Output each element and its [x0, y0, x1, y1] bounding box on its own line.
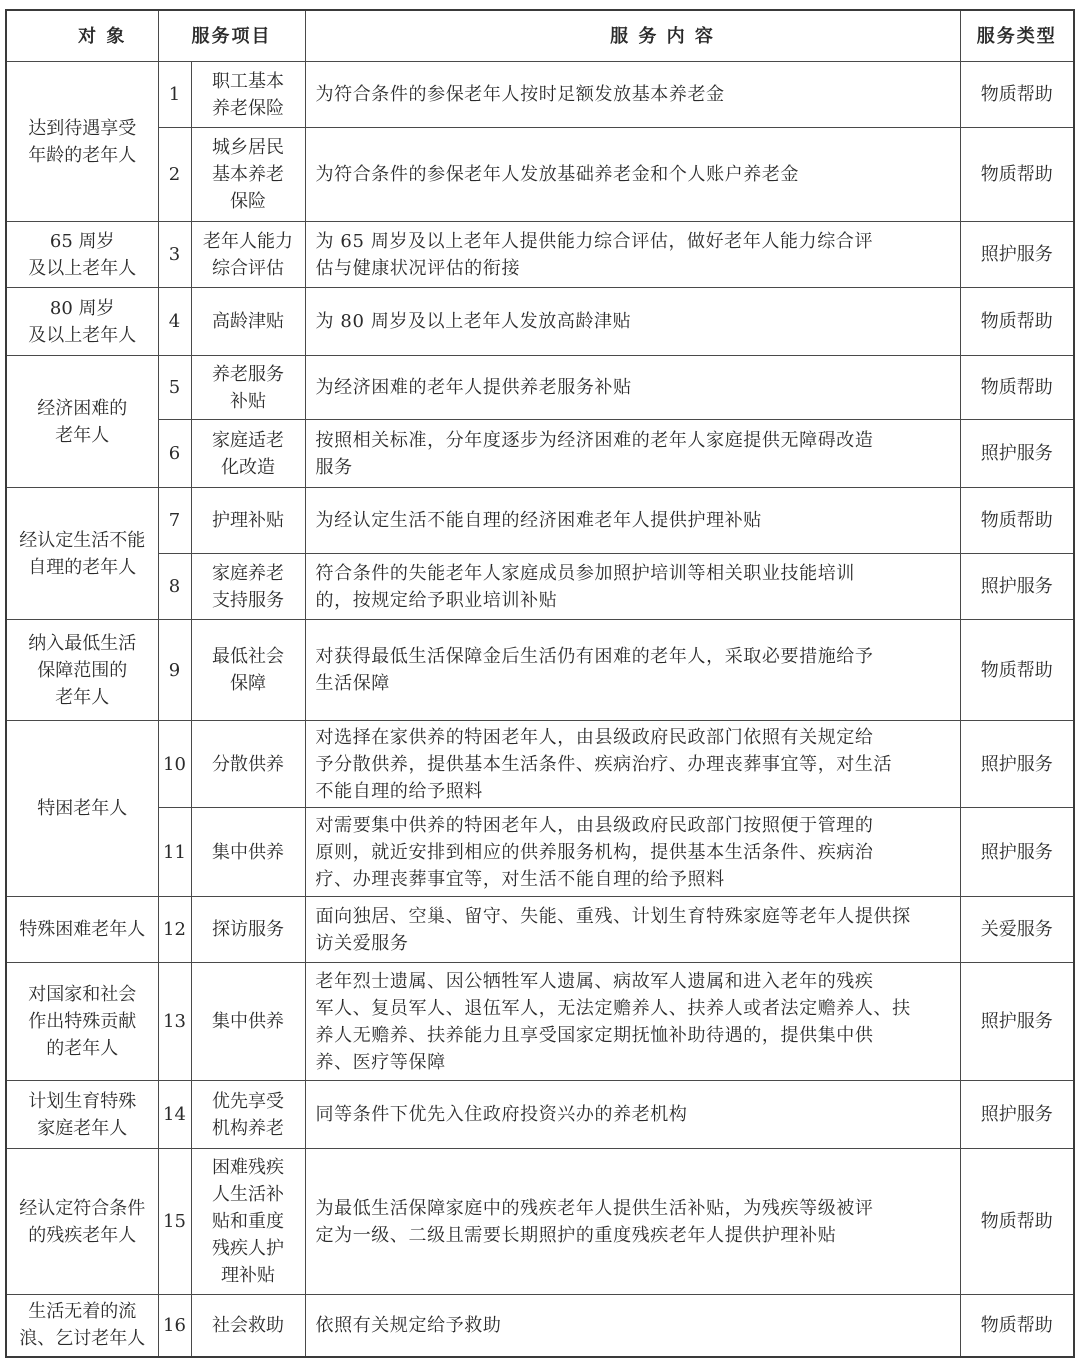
service-type: 照护服务 — [960, 808, 1074, 897]
row-number: 7 — [158, 488, 191, 554]
table-row — [6, 721, 1074, 808]
table-row — [6, 128, 1074, 222]
service-content: 为 80 周岁及以上老年人发放高龄津贴 — [305, 288, 960, 356]
service-type: 照护服务 — [960, 963, 1074, 1081]
table-row — [6, 808, 1074, 897]
row-number: 14 — [158, 1081, 191, 1149]
service-item: 优先享受 机构养老 — [191, 1081, 305, 1149]
service-content: 为符合条件的参保老年人发放基础养老金和个人账户养老金 — [305, 128, 960, 222]
table-row — [6, 356, 1074, 420]
header-type: 服务类型 — [960, 10, 1074, 62]
row-number: 16 — [158, 1295, 191, 1357]
table-row — [6, 554, 1074, 620]
service-content: 为符合条件的参保老年人按时足额发放基本养老金 — [305, 62, 960, 128]
service-content: 为最低生活保障家庭中的残疾老年人提供生活补贴，为残疾等级被评 定为一级、二级且需要长期照护的重度残疾老年人提供护理补贴 — [305, 1149, 960, 1295]
service-type: 照护服务 — [960, 420, 1074, 488]
service-type: 照护服务 — [960, 222, 1074, 288]
service-content: 对获得最低生活保障金后生活仍有困难的老年人，采取必要措施给予 生活保障 — [305, 620, 960, 721]
table-row — [6, 963, 1074, 1081]
service-item: 城乡居民 基本养老 保险 — [191, 128, 305, 222]
row-number: 11 — [158, 808, 191, 897]
service-item: 集中供养 — [191, 808, 305, 897]
service-type: 照护服务 — [960, 554, 1074, 620]
table-row — [6, 1081, 1074, 1149]
service-item: 老年人能力 综合评估 — [191, 222, 305, 288]
table-row — [6, 1295, 1074, 1357]
target-cell: 纳入最低生活 保障范围的 老年人 — [6, 620, 158, 721]
target-cell: 特困老年人 — [6, 721, 158, 897]
target-cell: 计划生育特殊 家庭老年人 — [6, 1081, 158, 1149]
table-row — [6, 1149, 1074, 1295]
target-cell: 经济困难的 老年人 — [6, 356, 158, 488]
service-type: 物质帮助 — [960, 1295, 1074, 1357]
service-content: 依照有关规定给予救助 — [305, 1295, 960, 1357]
service-item: 最低社会 保障 — [191, 620, 305, 721]
service-item: 养老服务 补贴 — [191, 356, 305, 420]
service-content: 对选择在家供养的特困老年人，由县级政府民政部门依照有关规定给 予分散供养，提供基本生活条件、疾病治疗、办理丧葬事宜等，对生活 不能自理的给予照料 — [305, 721, 960, 808]
target-cell: 经认定符合条件 的残疾老年人 — [6, 1149, 158, 1295]
header-item: 服务项目 — [158, 10, 305, 62]
service-item: 探访服务 — [191, 897, 305, 963]
row-number: 10 — [158, 721, 191, 808]
target-cell: 对国家和社会 作出特殊贡献 的老年人 — [6, 963, 158, 1081]
table-row — [6, 488, 1074, 554]
header-row — [6, 10, 1074, 62]
row-number: 2 — [158, 128, 191, 222]
target-cell: 80 周岁 及以上老年人 — [6, 288, 158, 356]
service-type: 照护服务 — [960, 1081, 1074, 1149]
service-item: 社会救助 — [191, 1295, 305, 1357]
service-item: 困难残疾 人生活补 贴和重度 残疾人护 理补贴 — [191, 1149, 305, 1295]
service-content: 符合条件的失能老年人家庭成员参加照护培训等相关职业技能培训 的，按规定给予职业培训补贴 — [305, 554, 960, 620]
target-cell: 65 周岁 及以上老年人 — [6, 222, 158, 288]
service-content: 为经济困难的老年人提供养老服务补贴 — [305, 356, 960, 420]
header-target: 对 象 — [6, 10, 158, 62]
service-item: 护理补贴 — [191, 488, 305, 554]
row-number: 8 — [158, 554, 191, 620]
row-number: 4 — [158, 288, 191, 356]
table-row — [6, 222, 1074, 288]
table-row — [6, 62, 1074, 128]
service-type: 物质帮助 — [960, 620, 1074, 721]
service-item: 集中供养 — [191, 963, 305, 1081]
table-row — [6, 620, 1074, 721]
service-content: 为 65 周岁及以上老年人提供能力综合评估，做好老年人能力综合评 估与健康状况评估的衔接 — [305, 222, 960, 288]
row-number: 6 — [158, 420, 191, 488]
row-number: 9 — [158, 620, 191, 721]
row-number: 12 — [158, 897, 191, 963]
target-cell: 经认定生活不能 自理的老年人 — [6, 488, 158, 620]
target-cell: 特殊困难老年人 — [6, 897, 158, 963]
service-type: 物质帮助 — [960, 62, 1074, 128]
header-content: 服 务 内 容 — [305, 10, 960, 62]
service-item: 分散供养 — [191, 721, 305, 808]
service-content: 同等条件下优先入住政府投资兴办的养老机构 — [305, 1081, 960, 1149]
service-item: 家庭养老 支持服务 — [191, 554, 305, 620]
row-number: 5 — [158, 356, 191, 420]
service-item: 职工基本 养老保险 — [191, 62, 305, 128]
row-number: 15 — [158, 1149, 191, 1295]
service-content: 老年烈士遗属、因公牺牲军人遗属、病故军人遗属和进入老年的残疾 军人、复员军人、退伍军人，无法定赡养人、扶养人或者法定赡养人、扶 养人无赡养、扶养能力且享受国家定期抚恤补助待遇的，提供集中供 养、医疗等保障 — [305, 963, 960, 1081]
service-content: 面向独居、空巢、留守、失能、重残、计划生育特殊家庭等老年人提供探 访关爱服务 — [305, 897, 960, 963]
target-cell: 生活无着的流 浪、乞讨老年人 — [6, 1295, 158, 1357]
row-number: 3 — [158, 222, 191, 288]
service-type: 物质帮助 — [960, 128, 1074, 222]
row-number: 1 — [158, 62, 191, 128]
service-type: 物质帮助 — [960, 356, 1074, 420]
service-type: 关爱服务 — [960, 897, 1074, 963]
service-type: 物质帮助 — [960, 488, 1074, 554]
service-type: 物质帮助 — [960, 288, 1074, 356]
service-content: 为经认定生活不能自理的经济困难老年人提供护理补贴 — [305, 488, 960, 554]
target-cell: 达到待遇享受 年龄的老年人 — [6, 62, 158, 222]
service-table — [5, 9, 1075, 1358]
table-row — [6, 897, 1074, 963]
service-type: 物质帮助 — [960, 1149, 1074, 1295]
row-number: 13 — [158, 963, 191, 1081]
service-content: 对需要集中供养的特困老年人，由县级政府民政部门按照便于管理的 原则，就近安排到相应的供养服务机构，提供基本生活条件、疾病治 疗、办理丧葬事宜等，对生活不能自理的给予照料 — [305, 808, 960, 897]
service-content: 按照相关标准，分年度逐步为经济困难的老年人家庭提供无障碍改造 服务 — [305, 420, 960, 488]
table-row — [6, 288, 1074, 356]
service-type: 照护服务 — [960, 721, 1074, 808]
table-row — [6, 420, 1074, 488]
service-item: 高龄津贴 — [191, 288, 305, 356]
service-item: 家庭适老 化改造 — [191, 420, 305, 488]
